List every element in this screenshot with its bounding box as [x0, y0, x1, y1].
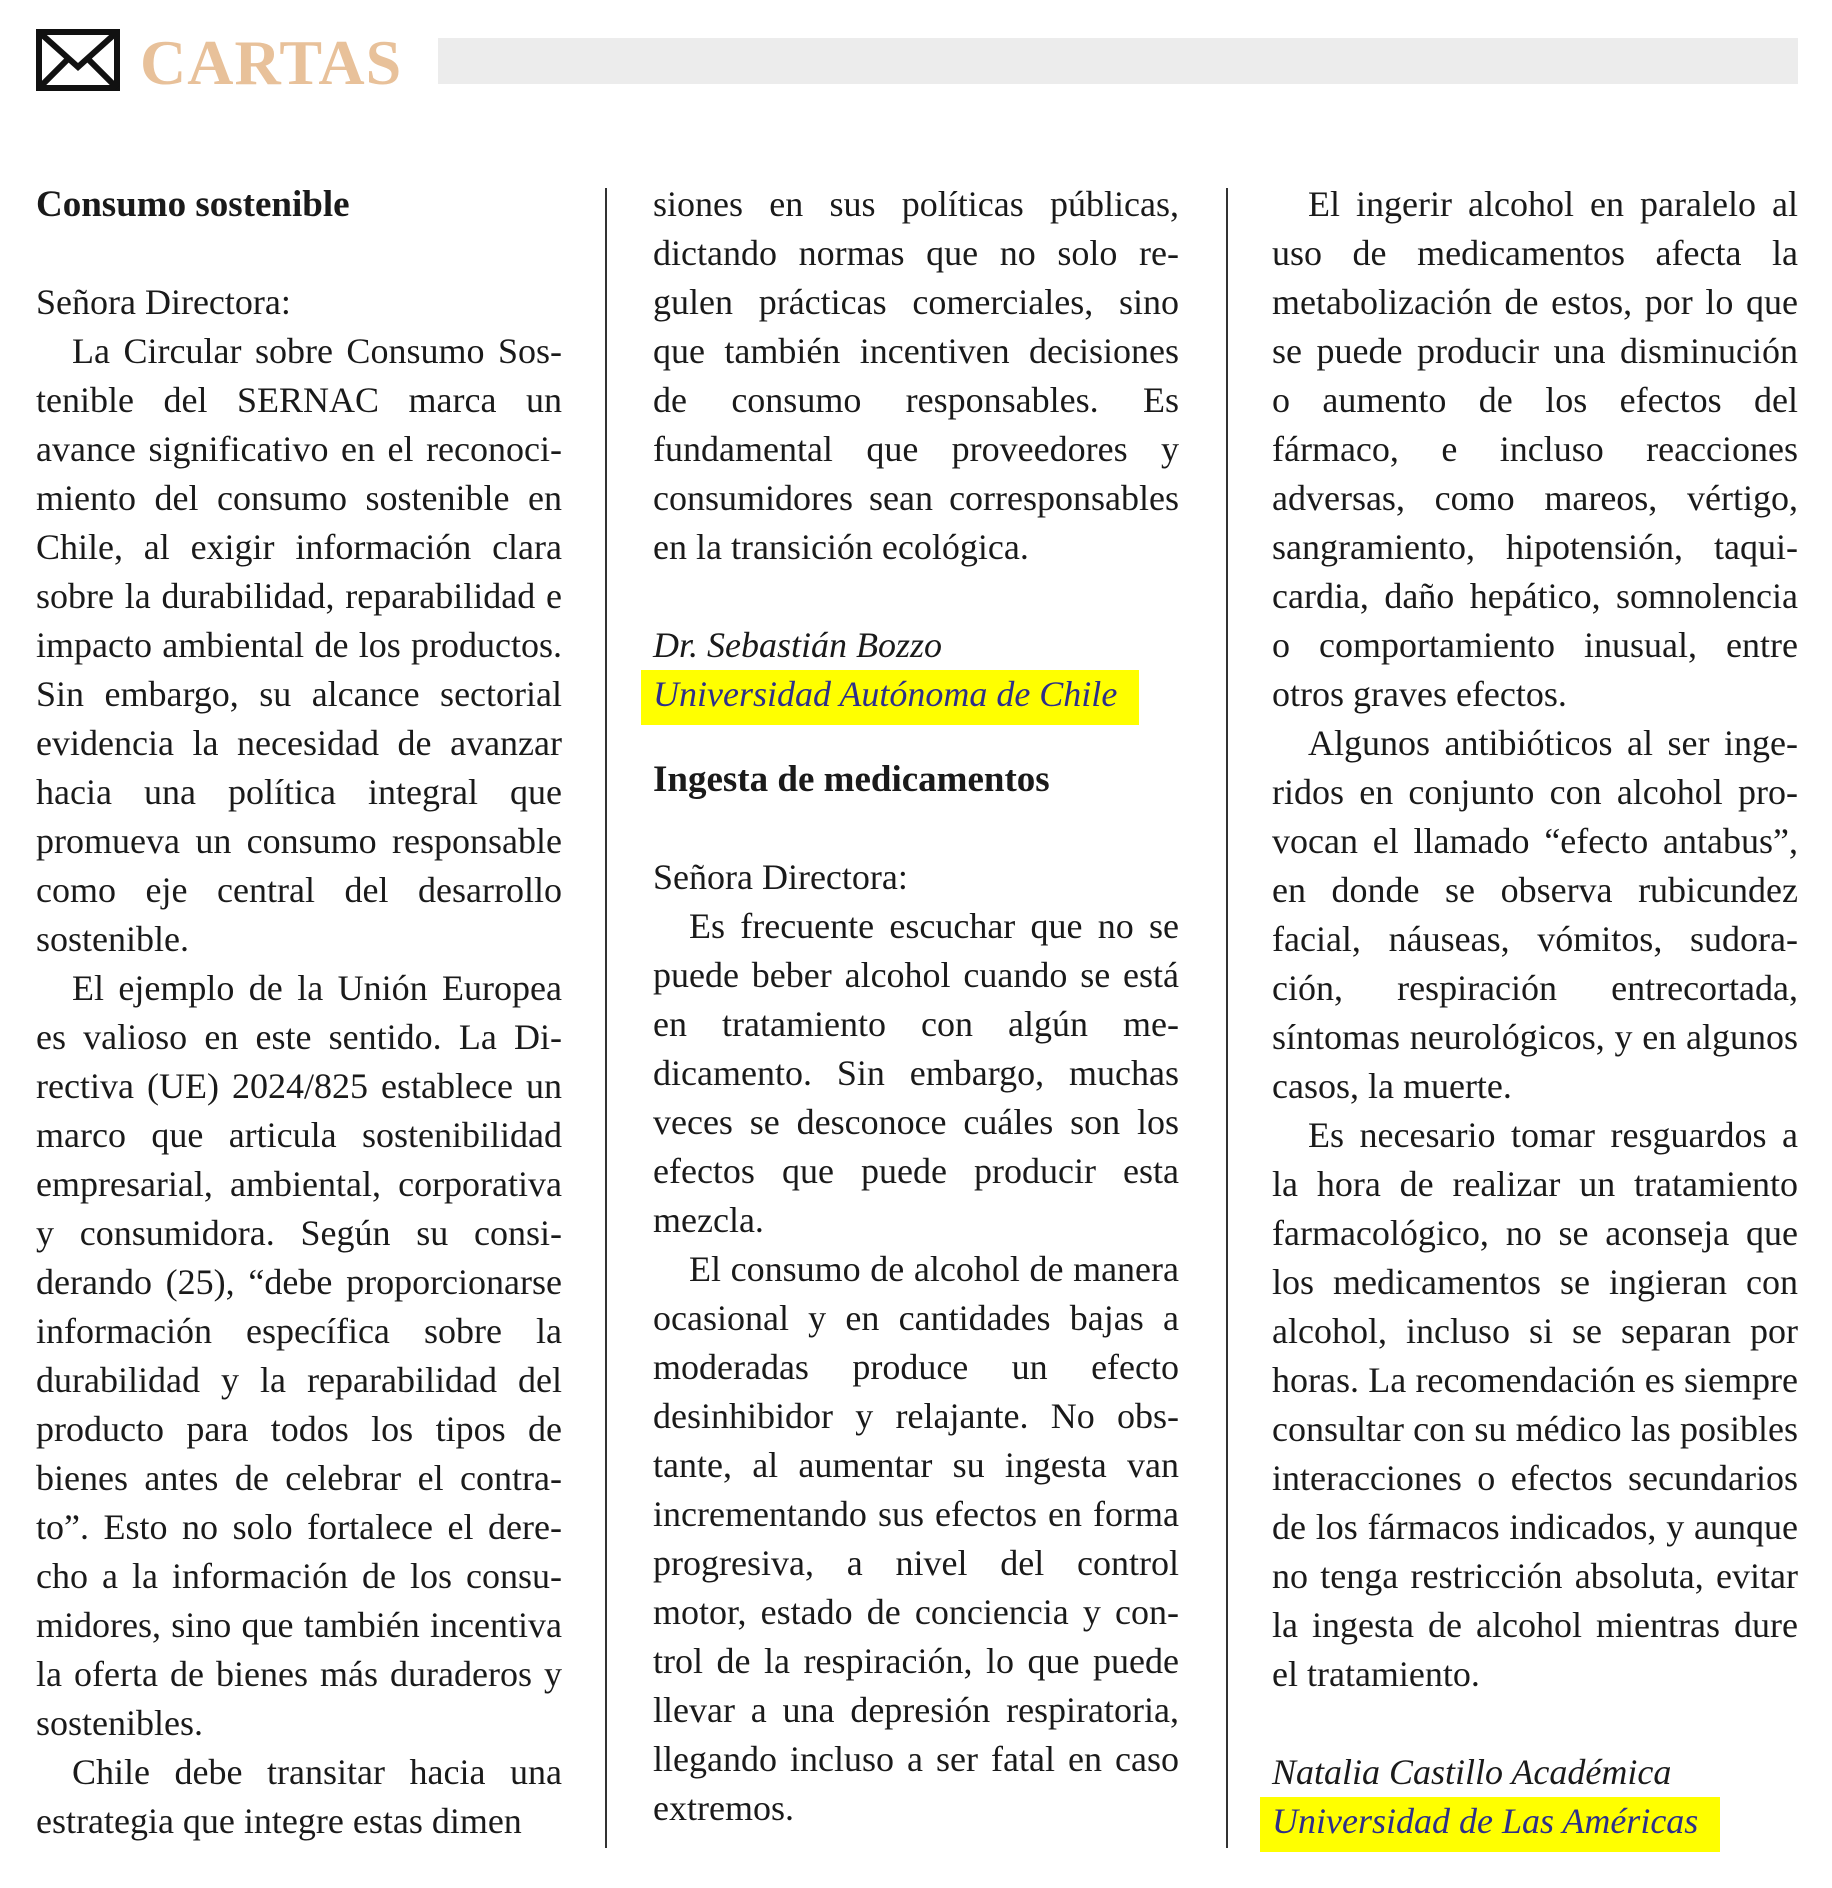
- letter-paragraph: El ejemplo de la Unión Europea es valioso en este sentido. La Directiva (UE) 2024/825 establece un marco que articula sostenibilidad empresarial, ambiental, corporativa y consumidora. Según su considerando (25), “debe proporcionarse información específica sobre la durabilidad y la reparabilidad del producto para todos los tipos de bienes antes de celebrar el contrato”. Esto no solo fortalece el derecho a la información de los consumidores, sino que también incentiva la oferta de bienes más duraderos y sostenibles.: [36, 968, 562, 1743]
- column-3: [1272, 180, 1798, 1852]
- column-divider: [605, 188, 607, 1848]
- column-1: [36, 180, 562, 1846]
- section-title: CARTAS: [140, 27, 403, 98]
- letter-author: Dr. Sebastián Bozzo: [653, 625, 943, 665]
- letter-paragraph: Algunos antibióticos al ser ingeridos en conjunto con alcohol provocan el llamado “efecto antabus”, en donde se observa rubicundez facial, náuseas, vómitos, sudoración, respiración entrecortada, síntomas neurológicos, y en algunos casos, la muerte.: [1272, 723, 1798, 1106]
- letter-salutation: Señora Directora:: [653, 857, 908, 897]
- letter-paragraph: El consumo de alcohol de manera ocasional y en cantidades bajas a moderadas produce un efecto desinhibidor y relajante. No obstante, al aumentar su ingesta van incrementando sus efectos en forma progresiva, a nivel del control motor, estado de conciencia y control de la respiración, lo que puede llevar a una depresión respiratoria, llegando incluso a ser fatal en caso extremos.: [653, 1249, 1179, 1828]
- letter-institution: Universidad Autónoma de Chile: [641, 670, 1139, 725]
- letter-headline: Consumo sostenible: [36, 184, 350, 225]
- letter-paragraph: Es frecuente escuchar que no se puede beber alcohol cuando se está en tratamiento con algún medicamento. Sin embargo, muchas veces se desconoce cuáles son los efectos que puede producir esta mezcla.: [653, 906, 1179, 1240]
- column-2: [653, 180, 1179, 1833]
- letter-paragraph: Es necesario tomar resguardos a la hora de realizar un tratamiento farmacológico, no se aconseja que los medicamentos se ingieran con alcohol, incluso si se separan por horas. La recomendación es siempre consultar con su médico las posibles interacciones o efectos secundarios de los fármacos indicados, y aunque no tenga restricción absoluta, evitar la ingesta de alcohol mientras dure el tratamiento.: [1272, 1115, 1798, 1694]
- letter-institution: Universidad de Las Américas: [1260, 1797, 1720, 1852]
- letter-paragraph: El ingerir alcohol en paralelo al uso de medicamentos afecta la metabolización de estos, por lo que se puede producir una disminución o aumento de los efectos del fármaco, e incluso reacciones adversas, como mareos, vértigo, sangramiento, hipotensión, taquicardia, daño hepático, somnolencia o comportamiento inusual, entre otros graves efectos.: [1272, 184, 1798, 714]
- letter-paragraph: Chile debe transitar hacia una estrategia que integre estas dimen: [36, 1752, 562, 1841]
- letter-salutation: Señora Directora:: [36, 282, 291, 322]
- envelope-icon: [36, 29, 120, 91]
- section-header: [36, 26, 1798, 98]
- header-bar: [438, 38, 1798, 84]
- letter-headline: Ingesta de medicamentos: [653, 759, 1050, 800]
- letter-author: Natalia Castillo Académica: [1272, 1752, 1672, 1792]
- letter-paragraph: siones en sus políticas públicas, dictando normas que no solo regulen prácticas comerciales, sino que también incentiven decisiones de consumo responsables. Es fundamental que proveedores y consumidores sean corresponsables en la transición ecológica.: [653, 184, 1179, 567]
- letter-paragraph: La Circular sobre Consumo Sostenible del SERNAC marca un avance significativo en el reconocimiento del consumo sostenible en Chile, al exigir información clara sobre la durabilidad, reparabilidad e impacto ambiental de los productos. Sin embargo, su alcance sectorial evidencia la necesidad de avanzar hacia una política integral que promueva un consumo responsable como eje central del desarrollo sostenible.: [36, 331, 562, 959]
- column-divider: [1226, 188, 1228, 1848]
